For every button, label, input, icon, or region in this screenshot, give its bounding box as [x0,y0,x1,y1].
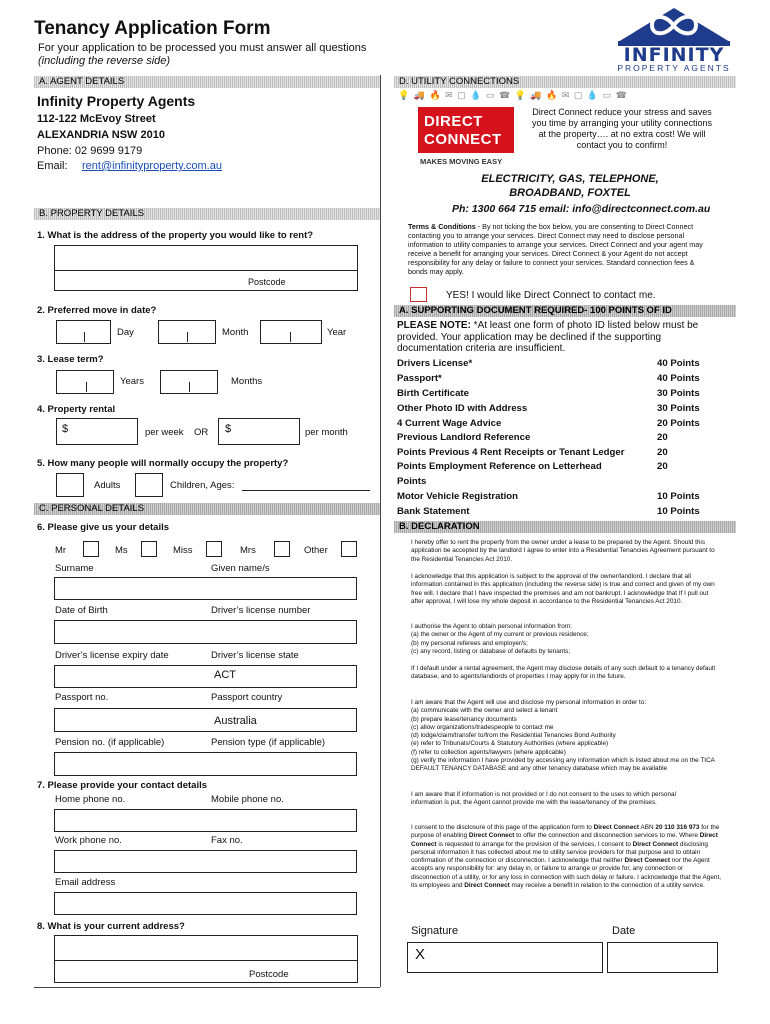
title-mrs-checkbox[interactable] [274,541,290,557]
passport-input[interactable] [54,708,357,732]
form-subtitle-2: (including the reverse side) [38,55,171,67]
per-week-label: per week [145,427,184,438]
column-divider [380,75,381,987]
current-address-input[interactable] [54,935,358,983]
agent-email-link[interactable]: rent@infinityproperty.com.au [82,160,222,172]
p7-bold: 20 110 316 973 [655,824,700,831]
license-state-value: ACT [214,669,236,681]
infinity-logo-tagline: PROPERTY AGENTS [617,63,731,73]
doc-item: 4 Current Wage Advice [397,418,502,429]
question-8: 8. What is your current address? [37,921,185,932]
title-miss-checkbox[interactable] [206,541,222,557]
license-expiry-label: Driver’s license expiry date [55,650,169,661]
agent-suburb: ALEXANDRIA NSW 2010 [37,129,165,141]
p7-bold: Direct Connect [464,882,510,890]
title-miss-label: Miss [173,545,193,556]
title-ms-checkbox[interactable] [141,541,157,557]
declaration-para-5-line: (c) allow organizations/tradespeople to contact me [411,723,554,731]
declaration-para-5-line: (g) verify the information I have provided by accessing any information which is listed about me on the TICA DEFAULT TENANCY DATABASE and any other tenancy database which may be available [411,757,715,773]
lightbulb-icon: 💡 [398,90,414,100]
box-icon: ▢ [457,90,471,100]
p7-bold: Direct Connect [468,832,515,840]
direct-connect-logo-line2: CONNECT [424,131,502,148]
doc-points: 30 Points [657,388,700,399]
question-3: 3. Lease term? [37,354,104,365]
declaration-para-7 [411,824,723,890]
email-input[interactable] [54,892,357,915]
license-number-label: Driver’s license number [211,605,311,616]
doc-points: 40 Points [657,358,700,369]
doc-points: 40 Points [657,373,700,384]
box-icon: ▢ [573,90,587,100]
license-expiry-state-input[interactable] [54,665,357,688]
title-ms-label: Ms [115,545,128,556]
pension-no-label: Pension no. (if applicable) [55,737,165,748]
agent-street: 112-122 McEvoy Street [37,113,156,125]
lightbulb-icon: 💡 [514,90,531,100]
doc-item: Drivers License* [397,358,473,369]
p7-bold: Direct Connect [632,840,679,848]
tv-icon: ▭ [602,90,616,100]
doc-points: 20 [657,447,668,458]
doc-points: 10 Points [657,506,700,517]
passport-country-label: Passport country [211,692,283,703]
p7-bold: Direct Connect [411,832,718,848]
drop-icon: 💧 [586,90,603,100]
declaration-para-3-line: (b) my personal referees and employer/s; [411,639,528,647]
day-tick [84,332,85,342]
agent-phone: Phone: 02 9699 9179 [37,145,143,157]
signature-x-mark: X [415,946,426,963]
declaration-para-3-line: (a) the owner or the Agent of my current or previous residence; [411,631,589,639]
fax-label: Fax no. [211,835,243,846]
passport-no-label: Passport no. [55,692,109,703]
pension-input[interactable] [54,752,357,776]
work-fax-input[interactable] [54,850,357,873]
mail-icon: ✉ [445,90,458,100]
section-b-header: B. PROPERTY DETAILS [34,208,380,220]
title-mrs-label: Mrs [240,545,256,556]
utility-icons-row [398,90,734,104]
direct-connect-blurb: Direct Connect reduce your stress and saves you time by arranging your utility connections at the property…. at no extra cost! We will contact you to confirm! [531,107,713,150]
date-label: Date [612,925,636,937]
agent-name: Infinity Property Agents [37,93,196,109]
current-postcode-label: Postcode [249,969,289,980]
move-year-input[interactable] [260,320,322,344]
dob-label: Date of Birth [55,605,108,616]
note-text: *At least one form of photo ID listed below must be provided. Your application may be declined if the supporting documentation criteria are insufficient. [397,320,699,354]
p7-text: disclosing personal information it has collected about me to utility service providers for that purpose and to obtain confirmation of the connection or disconnection. I acknowledge that neither [411,840,708,865]
supporting-docs-note [397,320,717,355]
surname-given-input[interactable] [54,577,357,600]
doc-item: Birth Certificate [397,388,469,399]
p7-text: ABN [639,824,656,831]
declaration-para-5-line: I am aware that the Agent will use and disclose my personal information in order to: [411,699,647,706]
license-state-label: Driver’s license state [211,650,299,661]
years-label: Years [120,376,144,387]
supporting-docs-header: A. SUPPORTING DOCUMENT REQUIRED- 100 POINTS OF ID [394,305,736,317]
doc-points: 20 [657,432,668,443]
home-phone-label: Home phone no. [55,794,126,805]
p7-text: is requested to arrange for the provision of the services, I consent to [436,840,633,848]
direct-connect-slogan: MAKES MOVING EASY [420,157,503,166]
current-address-divider [54,960,358,961]
mail-icon: ✉ [561,90,574,100]
terms-conditions [408,222,714,276]
declaration-para-2: I acknowledge that this application is subject to the approval of the owner/landlord. I declare that all information contained in this application (including the reverse side) is true and correct and given of my own free will. I declare that I have inspected the premises and am not bankrupt. I acknowledge that If I pull out after approval, I will lose my whole deposit in accordance to the Residential Tenancies Act 2010. [411,573,715,605]
utility-services: ELECTRICITY, GAS, TELEPHONE, BROADBAND, FOXTEL [481,173,659,199]
month-label: Month [222,327,249,338]
email-label: Email address [55,877,116,888]
direct-connect-logo-line1: DIRECT [424,113,483,130]
pension-type-label: Pension type (if applicable) [211,737,326,748]
passport-country-value: Australia [214,715,257,727]
declaration-para-5 [411,699,723,774]
question-4: 4. Property rental [37,404,116,415]
title-other-checkbox[interactable] [341,541,357,557]
month-tick [187,332,188,342]
doc-points: 30 Points [657,403,700,414]
form-subtitle: For your application to be processed you must answer all questions [38,42,367,54]
months-label: Months [231,376,263,387]
form-title: Tenancy Application Form [34,18,271,39]
declaration-para-3-line: I authorise the Agent to obtain personal information from: [411,623,572,630]
adults-input[interactable] [56,473,84,497]
rent-month-dollar: $ [225,423,232,435]
question-5: 5. How many people will normally occupy the property? [37,458,289,469]
note-heading: PLEASE NOTE: [397,320,471,331]
property-address-input[interactable] [54,245,358,291]
year-tick [290,332,291,342]
direct-connect-optin-checkbox[interactable] [410,287,427,302]
title-mr-checkbox[interactable] [83,541,99,557]
question-1: 1. What is the address of the property you would like to rent? [37,230,314,241]
doc-item: Points Previous 4 Rent Receipts or Tenant Ledger [397,447,625,458]
doc-item: Passport* [397,373,442,384]
section-a-header: A. AGENT DETAILS [34,76,380,88]
children-input[interactable] [135,473,163,497]
truck-icon: 🚚 [530,90,547,100]
rent-week-dollar: $ [62,423,69,435]
property-postcode-label: Postcode [248,277,286,287]
mobile-phone-label: Mobile phone no. [211,794,284,805]
doc-item: Points Employment Reference on Letterhead [397,461,602,472]
phone-icon: ☎ [498,90,515,100]
doc-item: Other Photo ID with Address [397,403,528,414]
home-mobile-input[interactable] [54,809,357,832]
doc-item: Motor Vehicle Registration [397,491,519,502]
dob-license-input[interactable] [54,620,357,644]
infinity-logo [612,4,736,74]
infinity-logo-brand: INFINITY [623,44,725,66]
agent-email-label: Email: [37,160,68,172]
years-tick [86,382,87,392]
doc-item: Previous Landlord Reference [397,432,531,443]
work-phone-label: Work phone no. [55,835,122,846]
declaration-para-5-line: (e) refer to Tribunals/Courts & Statutory Authorities (where applicable) [411,740,609,748]
declaration-para-5-line: (f) refer to collection agents/lawyers (where applicable) [411,748,566,756]
declaration-para-5-line: (a) communicate with the owner and select a tenant [411,707,558,715]
phone-icon: ☎ [615,90,632,100]
day-label: Day [117,327,134,338]
doc-item: Bank Statement [397,506,470,517]
doc-item: Points [397,476,427,487]
declaration-para-3-line: (c) any record, listing or database of defaults by tenants; [411,647,571,655]
declaration-para-3 [411,623,717,656]
signature-label: Signature [411,925,459,937]
p7-bold: Direct Connect [624,857,670,865]
flame-icon: 🔥 [429,90,446,100]
doc-points: 20 Points [657,418,700,429]
months-tick [189,382,190,392]
p7-bold: Direct Connect [593,824,640,831]
declaration-para-5-line: (d) lodge/claim/transfer to/from the Residential Tenancies Bond Authority [411,732,616,740]
drop-icon: 💧 [470,90,486,100]
lease-years-input[interactable] [56,370,114,394]
signature-input[interactable] [407,942,603,973]
declaration-para-1: I hereby offer to rent the property from the owner under a lease to be prepared by the Agent. Should this application be accepted by the landlord I agree to enter into a Residential Tenancies Agreement pursuant to the Residential Tenancies Act 2010. [411,539,715,563]
declaration-header: B. DECLARATION [394,521,736,533]
title-mr-label: Mr [55,545,67,556]
flame-icon: 🔥 [546,90,562,100]
p7-text: to offer the connection and disconnection services to me. Where [514,832,700,840]
declaration-para-6: I am aware that if information is not provided or I do not consent to the uses to which personal information is put, the Agent cannot provide me with the lease/tenancy of the premises. [411,791,677,807]
rent-per-week-input[interactable] [56,418,138,445]
section-d-header: D. UTILITY CONNECTIONS [394,76,736,88]
p7-text: I consent to the disclosure of this page of the application form to [411,824,594,831]
question-2: 2. Preferred move in date? [37,305,157,316]
or-label: OR [194,427,209,438]
p7-text: for the purpose of enabling [411,824,720,840]
year-label: Year [327,327,347,338]
title-other-label: Other [304,545,328,556]
truck-icon: 🚚 [413,90,430,100]
date-input[interactable] [607,942,718,973]
declaration-para-5-line: (b) prepare lease/tenancy documents [411,715,517,723]
doc-points: 20 [657,461,668,472]
page-bottom-rule [34,987,380,988]
terms-heading: Terms & Conditions [408,222,476,231]
direct-connect-optin-label: YES! I would like Direct Connect to contact me. [446,290,656,301]
children-label: Children, Ages: [170,480,235,491]
declaration-para-4: If I default under a rental agreement, the Agent may disclose details of any such default to a tenancy default database, and to agents/landlords of properties I may apply for in the future. [411,665,716,681]
given-name-label: Given name/s [211,563,270,574]
direct-connect-contact: Ph: 1300 664 715 email: info@directconnect.com.au [452,203,711,215]
adults-label: Adults [94,480,121,491]
surname-label: Surname [55,563,94,574]
p7-text: may receive a benefit in relation to the connection of a utility service. [509,882,705,890]
question-6: 6. Please give us your details [37,522,170,533]
tv-icon: ▭ [485,90,499,100]
section-c-header: C. PERSONAL DETAILS [34,503,380,515]
doc-points: 10 Points [657,491,700,502]
terms-text: - By not ticking the box below, you are consenting to Direct Connect contacting you to arrange your services. Direct Connect may need to disclose personal information to utility companies to arrange your services. Direct Connect and your agent may receive a benefit for arranging your services. Direct Connect & your Agent do not accept responsibility for any delay or failure to connect your services. Standard connection fees & bonds may apply. [408,222,703,276]
per-month-label: per month [305,427,348,438]
p7-text: nor the Agent accepts any responsibility for: any delay in, or failure to arrange or provide for, any connection or disconnection of a utility, or for any loss in connection with such delay or failure. I acknowledge that the Agent, its employees and [411,857,722,890]
question-7: 7. Please provide your contact details [37,780,208,791]
address-divider [54,270,358,271]
direct-connect-logo [418,107,516,169]
children-ages-line[interactable] [242,490,370,491]
